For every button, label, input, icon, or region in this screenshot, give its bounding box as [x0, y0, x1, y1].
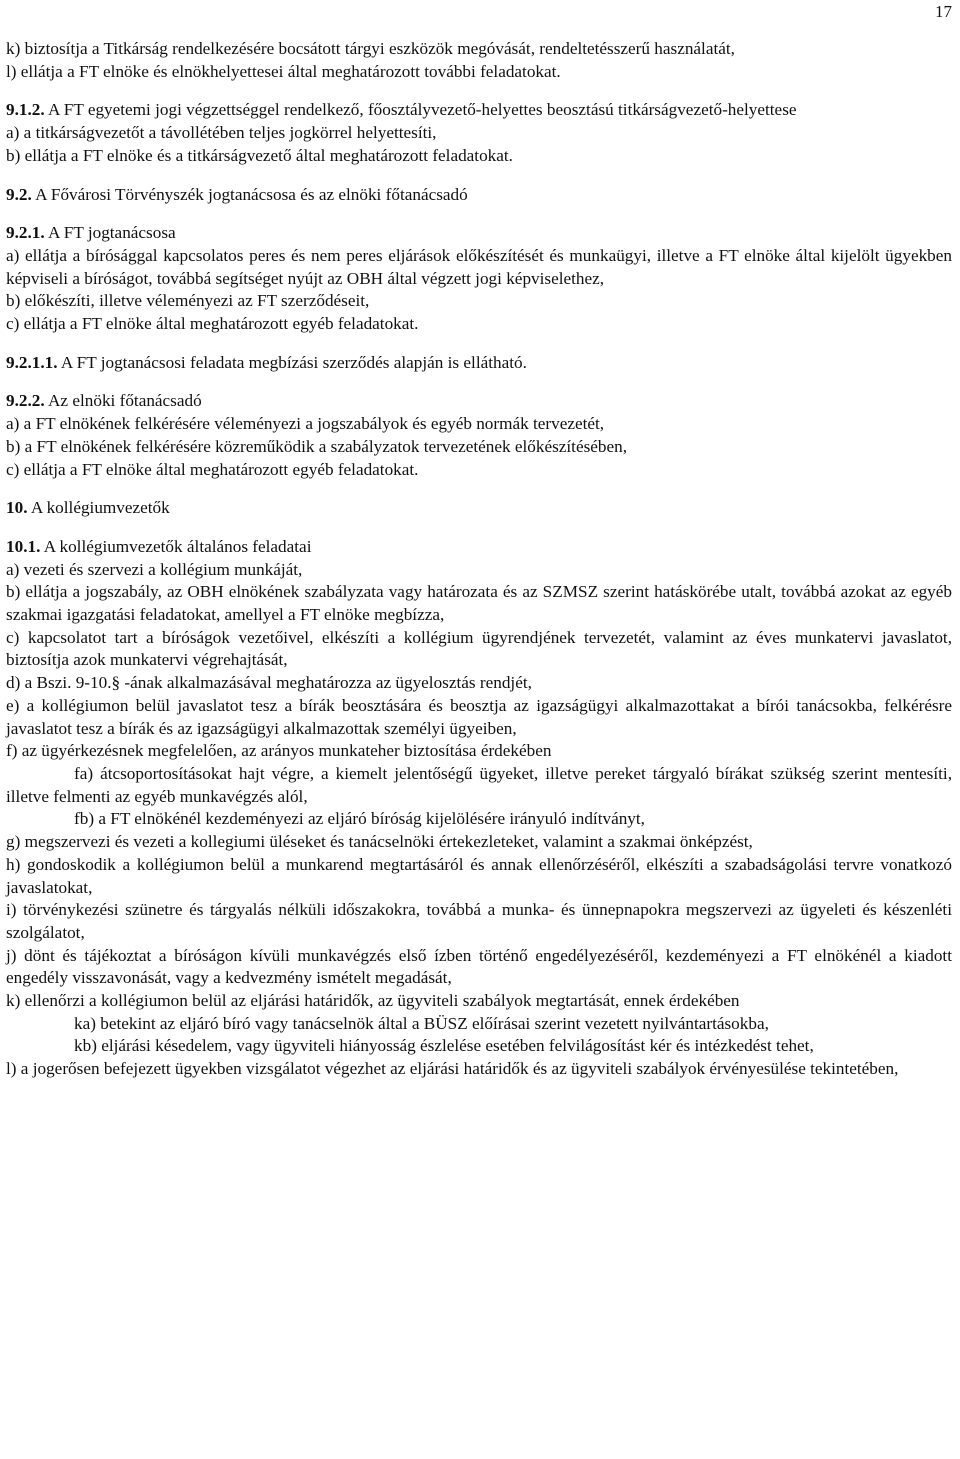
paragraph-item-fb: fb) a FT elnökénél kezdeményezi az eljáró bíróság kijelölésére irányuló indítványt, — [74, 809, 645, 829]
paragraph-item-b: b) ellátja a jogszabály, az OBH elnökének szabályzata vagy határozata és az SZMSZ szerint hatáskörébe utalt, továbbá azokat az egyéb szakmai igazgatási feladatokat, amellyel a FT elnöke megbízza, — [6, 582, 952, 625]
paragraph-item-d: d) a Bszi. 9-10.§ -ának alkalmazásával meghatározza az ügyelosztás rendjét, — [6, 673, 532, 693]
paragraph-item-a: a) a titkárságvezetőt a távollétében teljes jogkörrel helyettesíti, — [6, 123, 437, 143]
paragraph-item-ka: ka) betekint az eljáró bíró vagy tanácselnök által a BÜSZ előírásai szerint vezetett nyilvántartásokba, — [74, 1013, 769, 1033]
paragraph-item-c: c) kapcsolatot tart a bíróságok vezetőivel, elkészíti a kollégium ügyrendjének tervezetét, valamint az éves munkatervi javaslatot, biztosítja azok munkatervi végrehajtását, — [6, 627, 952, 670]
page-number: 17 — [935, 2, 952, 21]
section-9-2-heading — [6, 184, 952, 207]
section-9-1-2-heading — [6, 99, 952, 122]
paragraph-item-f: f) az ügyérkezésnek megfelelően, az arányos munkateher biztosítása érdekében — [6, 741, 552, 761]
section-number: 9.2.2. — [6, 391, 45, 411]
paragraph-item-a: a) vezeti és szervezi a kollégium munkáját, — [6, 559, 303, 579]
section-text: A FT jogtanácsosi feladata megbízási szerződés alapján is ellátható. — [57, 352, 527, 372]
paragraph-item-k: k) biztosítja a Titkárság rendelkezésére bocsátott tárgyi eszközök megóvását, rendeltetésszerű használatát, — [6, 39, 735, 58]
paragraph-item-a: a) a FT elnökének felkérésére véleményezi a jogszabályok és egyéb normák tervezetét, — [6, 414, 605, 434]
section-text: A kollégiumvezetők általános feladatai — [40, 536, 312, 556]
paragraph-item-i: i) törvénykezési szünetre és tárgyalás nélküli időszakokra, továbbá a munka- és ünnepnapokra megszervezi az ügyeleti és készenléti szolgálatot, — [6, 900, 952, 942]
section-text: A kollégiumvezetők — [27, 498, 170, 518]
paragraph-item-b: b) ellátja a FT elnöke és a titkárságvezető által meghatározott feladatokat. — [6, 145, 513, 165]
paragraph-item-g: g) megszervezi és vezeti a kollegiumi üléseket és tanácselnöki értekezleteket, valamint a szakmai önképzést, — [6, 832, 753, 852]
paragraph-item-c: c) ellátja a FT elnöke által meghatározott egyéb feladatokat. — [6, 459, 419, 479]
paragraph-item-b: b) előkészíti, illetve véleményezi az FT szerződéseit, — [6, 291, 370, 311]
paragraph-item-kb: kb) eljárási késedelem, vagy ügyviteli hiányosság észlelése esetében felvilágosítást kér és intézkedést tehet, — [74, 1036, 814, 1056]
paragraph-item-c: c) ellátja a FT elnöke által meghatározott egyéb feladatokat. — [6, 314, 419, 334]
section-text: A Fővárosi Törvényszék jogtanácsosa és az elnöki főtanácsadó — [31, 184, 468, 204]
paragraph-item-fa: fa) átcsoportosításokat hajt végre, a kiemelt jelentőségű ügyeket, illetve pereket tárgyaló bírákat szükség szerint mentesíti, illetve felmenti az egyéb munkavégzés alól, — [6, 763, 952, 806]
document-body — [6, 38, 952, 1081]
section-number: 9.2.1. — [6, 223, 45, 243]
paragraph-item-j: j) dönt és tájékoztat a bíróságon kívüli munkavégzés első ízben történő engedélyezéséről, kezdeményezi a FT elnökénél a kiadott engedély visszavonását, vagy a kedvezmény ismételt megadását, — [6, 945, 952, 988]
section-number: 9.1.2. — [6, 100, 45, 120]
section-number: 9.2. — [6, 184, 32, 204]
paragraph-item-b: b) a FT elnökének felkérésére közreműködik a szabályzatok tervezetének előkészítésében, — [6, 436, 628, 456]
section-text: Az elnöki főtanácsadó — [44, 391, 202, 411]
section-9-2-2-heading — [6, 390, 952, 413]
section-text: A FT egyetemi jogi végzettséggel rendelkező, főosztályvezető-helyettes beosztású titkárságvezető-helyettese — [44, 100, 797, 120]
section-10-1-heading — [6, 536, 952, 559]
section-text: A FT jogtanácsosa — [44, 223, 176, 243]
paragraph-item-a: a) ellátja a bírósággal kapcsolatos peres és nem peres eljárások előkészítését és munkaügyi, illetve a FT elnöke által kijelölt ügyekben képviseli a bíróságot, továbbá segítséget nyújt az OBH által végzett jogi képviselethez, — [6, 245, 952, 288]
section-number: 10. — [6, 498, 28, 518]
section-9-2-1-heading — [6, 222, 952, 245]
paragraph-item-l: l) ellátja a FT elnöke és elnökhelyettesei által meghatározott további feladatokat. — [6, 61, 561, 81]
paragraph-item-h: h) gondoskodik a kollégiumon belül a munkarend megtartásáról és annak ellenőrzéséről, elkészíti a szabadságolási tervre vonatkozó javaslatokat, — [6, 854, 952, 897]
section-10-heading — [6, 497, 952, 520]
section-number: 10.1. — [6, 536, 41, 556]
paragraph-item-e: e) a kollégiumon belül javaslatot tesz a bírák beosztására és beosztja az igazságügyi alkalmazottakat a bírói tanácsokba, felkérésre javaslatot tesz a bírák és az igazságügyi alkalmazottak személyi ügyeiben, — [6, 695, 952, 738]
section-number: 9.2.1.1. — [6, 352, 58, 372]
paragraph-item-k: k) ellenőrzi a kollégiumon belül az eljárási határidők, az ügyviteli szabályok megtartását, ennek érdekében — [6, 991, 740, 1011]
paragraph-item-l: l) a jogerősen befejezett ügyekben vizsgálatot végezhet az eljárási határidők és az ügyviteli szabályok érvényesülése tekintetében, — [6, 1059, 899, 1079]
section-9-2-1-1-heading — [6, 352, 952, 375]
